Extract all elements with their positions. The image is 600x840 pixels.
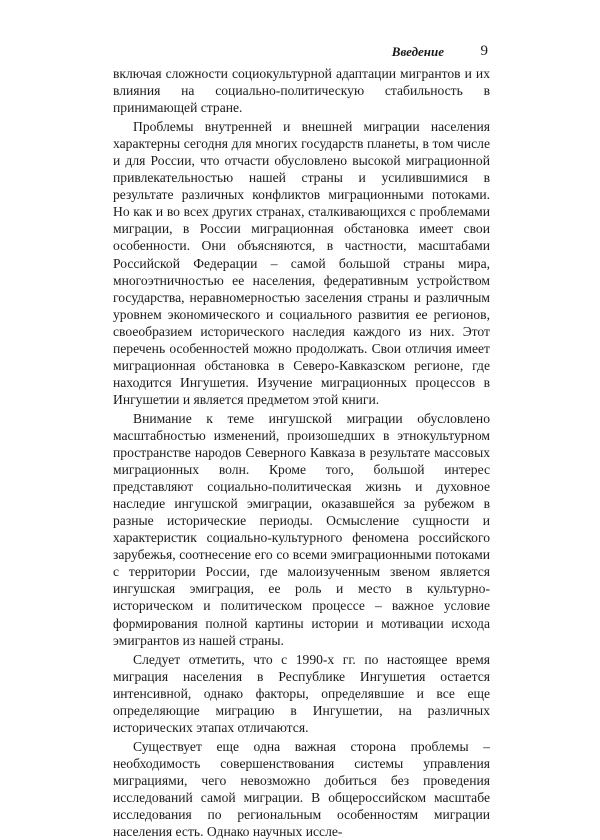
paragraph-continuation: включая сложности социокультурной адаптации мигрантов и их влияния на социально-политическую стабильность в принимающей стране.	[113, 66, 490, 116]
running-head	[113, 44, 490, 62]
paragraph: Внимание к теме ингушской миграции обусловлено масштабностью изменений, произошедших в этнокультурном пространстве народов Северного Кавказа в результате массовых миграционных волн. Кроме того, большой интерес представляют социально-политическая жизнь и духовное наследие ингушской эмиграции, оказавшейся за рубежом в разные исторические периоды. Осмысление сущности и характеристик социально-культурного феномена российского зарубежья, соотнесение его со всеми эмиграционными потоками с территории России, где малоизученным звеном является ингушская эмиграция, ее роль и место в культурно-историческом и политическом процессе – важное условие формирования полной картины истории и мотивации исхода эмигрантов из нашей страны.	[113, 410, 490, 648]
paragraph: Существует еще одна важная сторона проблемы – необходимость совершенствования системы управления миграциями, чего невозможно добиться без проведения исследований самой миграции. В общероссийском масштабе исследования по региональным особенностям миграции населения есть. Однако научных иссле-	[113, 738, 490, 840]
paragraph: Проблемы внутренней и внешней миграции населения характерны сегодня для многих государств планеты, в том числе и для России, что отчасти обусловлено высокой миграционной привлекательностью нашей страны и усилившимися в результате различных конфликтов миграционными потоками. Но как и во всех других странах, сталкивающихся с проблемами миграции, в России миграционная обстановка имеет свои особенности. Они объясняются, в частности, масштабами Российской Федерации – самой большой страны мира, многоэтничностью ее населения, федеративным устройством государства, неравномерностью заселения страны и различным уровнем экономического и социального развития ее регионов, своеобразием исторического наследия каждого из них. Этот перечень особенностей можно продолжать. Свои отличия имеет миграционная обстановка в Северо-Кавказском регионе, где находится Ингушетия. Изучение миграционных процессов в Ингушетии и является предметом этой книги.	[113, 119, 490, 407]
paragraph: Следует отметить, что с 1990-х гг. по настоящее время миграция населения в Республике Ингушетия остается интенсивной, однако факторы, определявшие и все еще определяющие миграцию в Ингушетии, на различных исторических этапах отличаются.	[113, 651, 490, 735]
page-number: 9	[480, 43, 488, 59]
chapter-title: Введение	[391, 44, 444, 59]
body-text	[113, 65, 490, 840]
